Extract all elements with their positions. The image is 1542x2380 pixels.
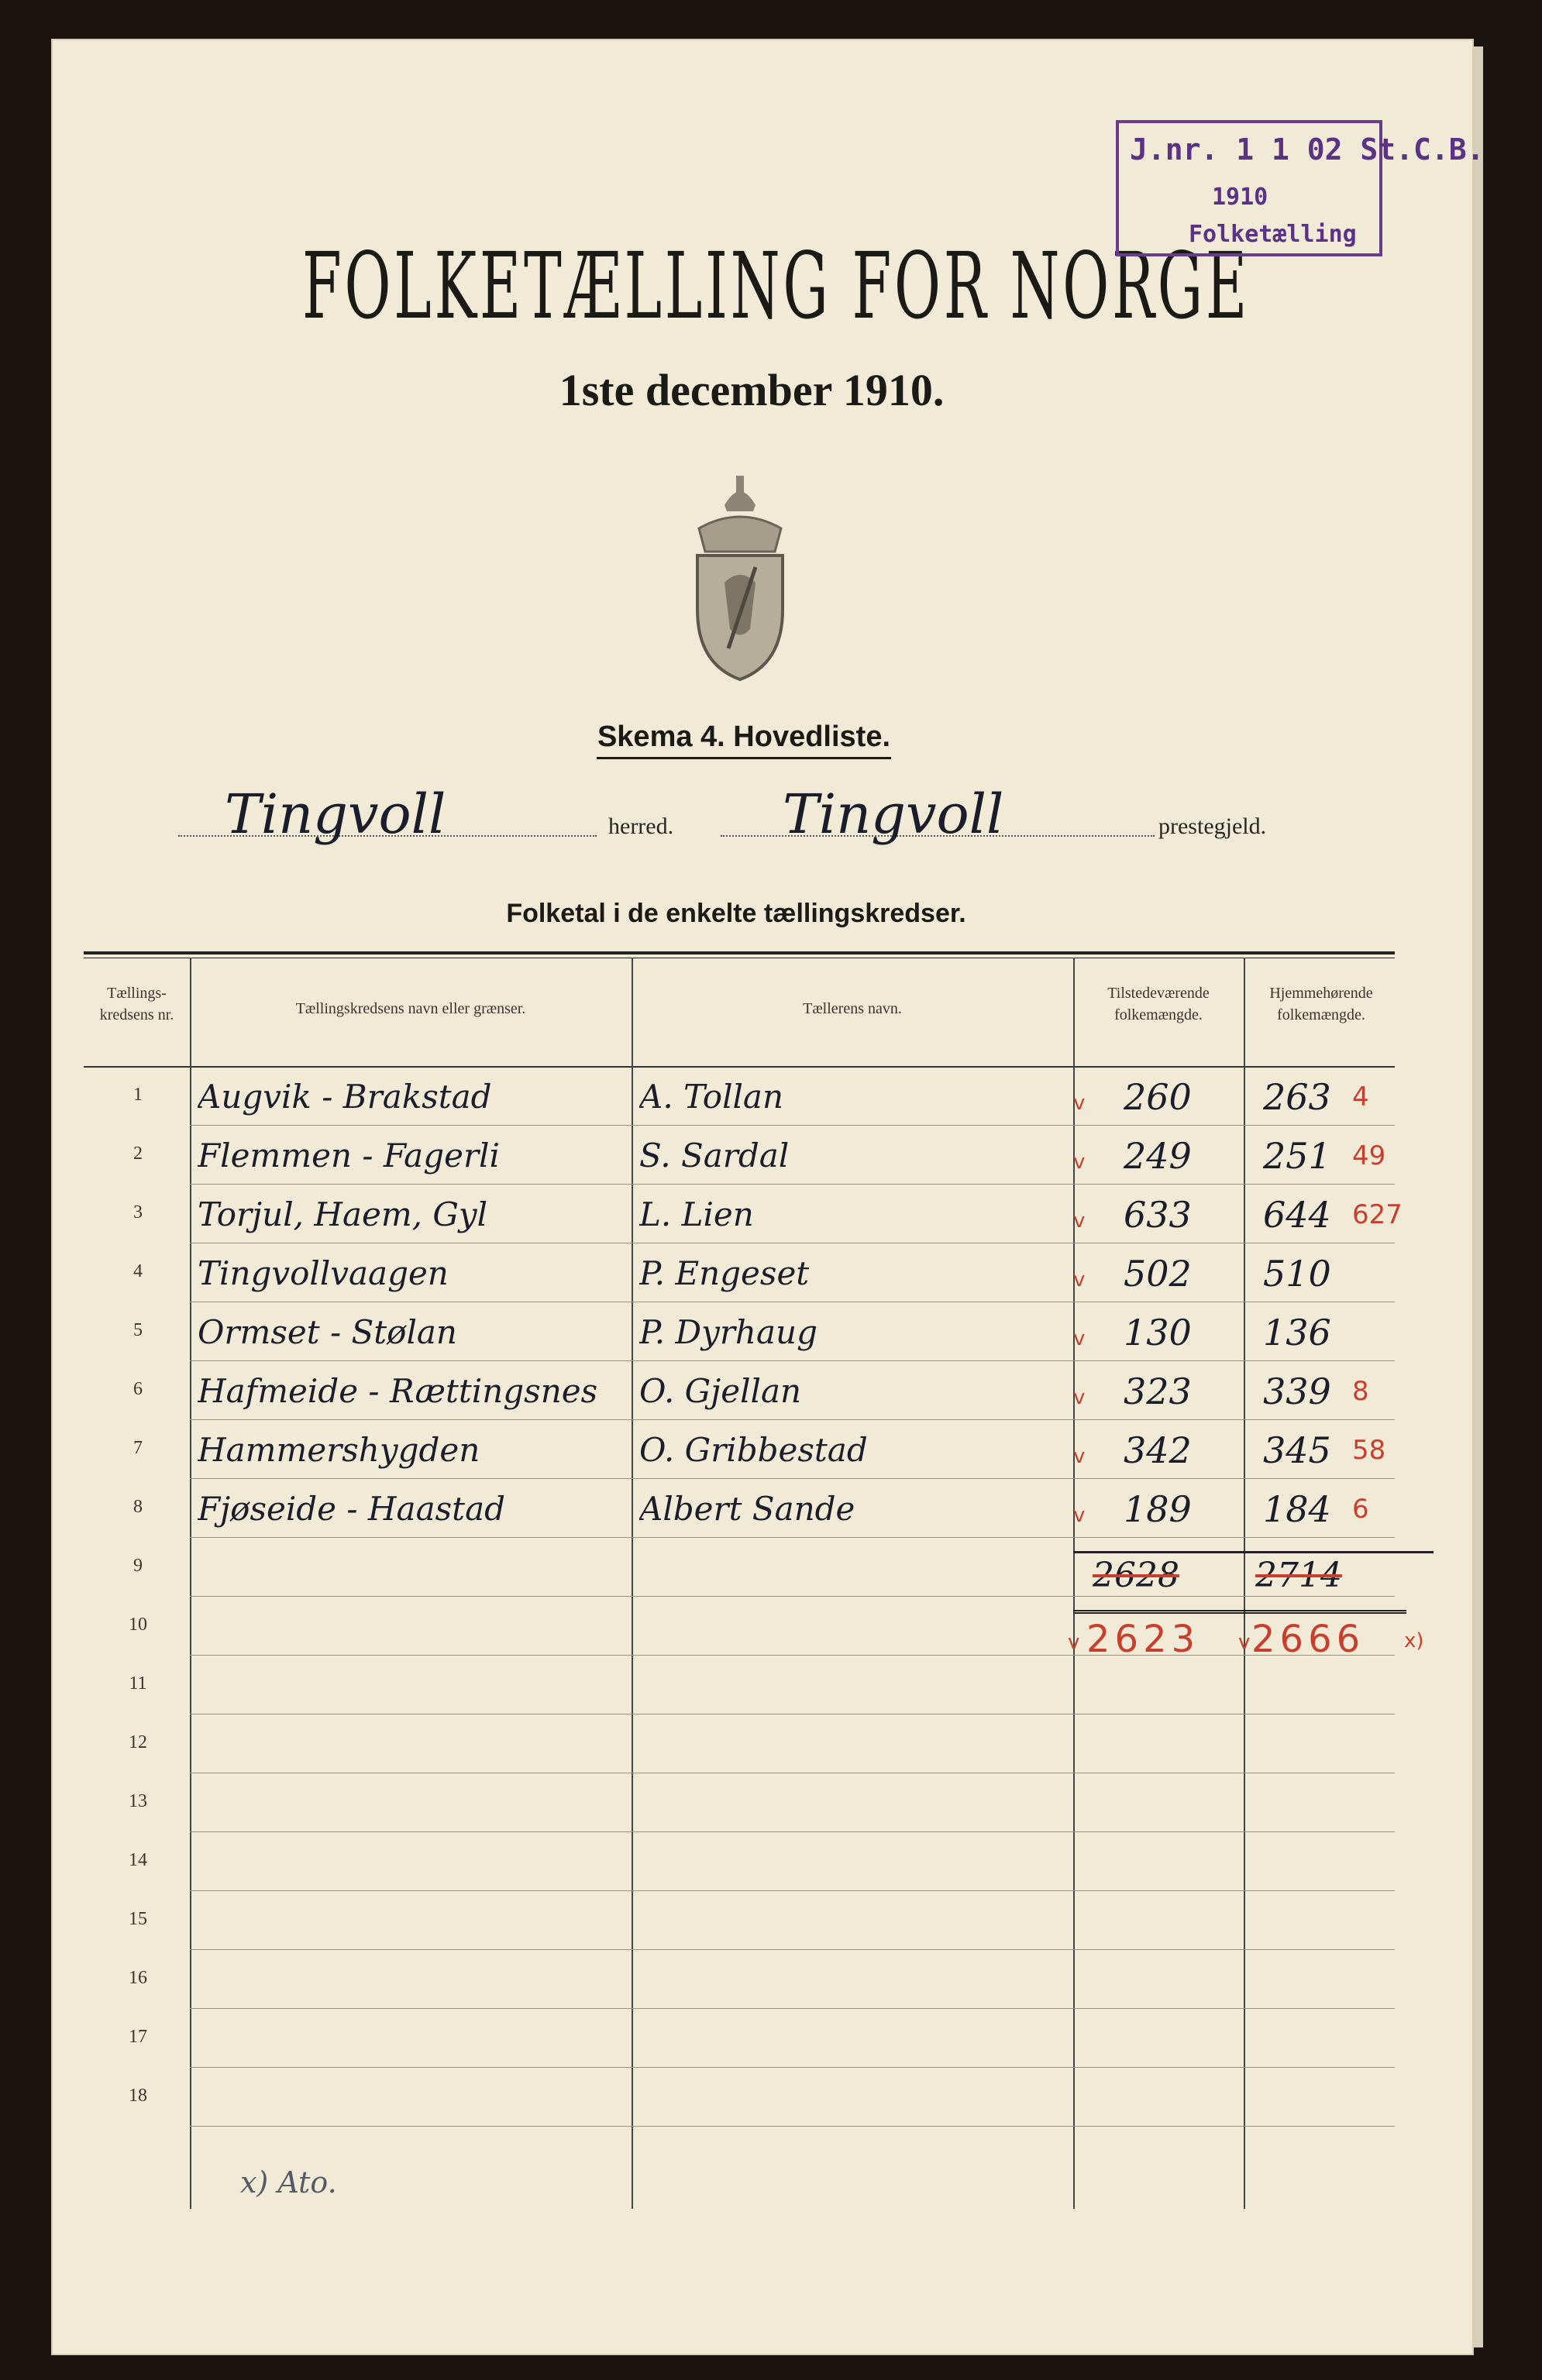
table-row-resident: 339 bbox=[1263, 1371, 1331, 1412]
prestegjeld-value: Tingvoll bbox=[783, 782, 1004, 846]
col-header-name: Tællingskredsens navn eller grænser. bbox=[295, 1000, 526, 1017]
archive-stamp bbox=[1116, 120, 1485, 256]
table-row-name: Flemmen - Fagerli bbox=[198, 1137, 500, 1175]
check-mark-icon: v bbox=[1073, 1092, 1086, 1115]
row-number: 2 bbox=[133, 1144, 143, 1164]
table-row-present: 323 bbox=[1124, 1371, 1192, 1412]
check-mark-icon: v bbox=[1073, 1504, 1086, 1527]
table-row-name: Hafmeide - Rættingsnes bbox=[198, 1372, 598, 1410]
row-line bbox=[190, 1184, 1395, 1185]
table-row-counter: S. Sardal bbox=[639, 1137, 790, 1175]
paper-edge bbox=[1474, 46, 1483, 2347]
table-row-present: 260 bbox=[1124, 1076, 1192, 1118]
table-row-counter: L. Lien bbox=[639, 1195, 754, 1233]
stamp-label: Folketælling bbox=[1189, 221, 1357, 248]
row-number: 15 bbox=[129, 1909, 147, 1929]
col-header-nr: Tællings- kredsens nr. bbox=[99, 985, 174, 1023]
prestegjeld-label: prestegjeld. bbox=[1158, 813, 1267, 839]
row-number: 13 bbox=[129, 1791, 147, 1811]
table-row-present: 130 bbox=[1124, 1312, 1192, 1353]
table-row-counter: O. Gribbestad bbox=[639, 1431, 868, 1469]
table-row-name: Fjøseide - Haastad bbox=[198, 1490, 505, 1528]
row-number: 11 bbox=[129, 1673, 147, 1694]
table-row-name: Hammershygden bbox=[198, 1431, 480, 1469]
table-row-correction: 6 bbox=[1352, 1494, 1369, 1525]
table-row-resident: 184 bbox=[1263, 1488, 1331, 1530]
check-mark-icon: v bbox=[1073, 1445, 1086, 1468]
check-mark-icon: v bbox=[1073, 1268, 1086, 1291]
row-line bbox=[190, 1360, 1395, 1361]
row-line bbox=[190, 2067, 1395, 2068]
table-row-resident: 136 bbox=[1263, 1312, 1331, 1353]
table-row-name: Augvik - Brakstad bbox=[198, 1078, 492, 1116]
row-number: 4 bbox=[133, 1261, 143, 1281]
row-number: 7 bbox=[133, 1438, 143, 1458]
table-row-correction: 627 bbox=[1352, 1199, 1403, 1230]
row-line bbox=[190, 2008, 1395, 2009]
row-number: 10 bbox=[129, 1615, 147, 1635]
row-line bbox=[190, 1949, 1395, 1950]
table-row-name: Torjul, Haem, Gyl bbox=[198, 1195, 488, 1233]
table-row-counter: P. Engeset bbox=[639, 1254, 810, 1292]
herred-value: Tingvoll bbox=[225, 782, 446, 846]
total-check-resident: v bbox=[1238, 1631, 1251, 1654]
schema-title: Skema 4. Hovedliste. bbox=[597, 721, 891, 759]
row-line bbox=[190, 2126, 1395, 2127]
total-resident: 2666 bbox=[1251, 1618, 1365, 1661]
table-row-present: 633 bbox=[1124, 1194, 1192, 1236]
check-mark-icon: v bbox=[1073, 1327, 1086, 1350]
struck-total-resident: 2714 bbox=[1255, 1556, 1342, 1595]
table-row-counter: Albert Sande bbox=[639, 1490, 855, 1528]
table-row-correction: 49 bbox=[1352, 1140, 1386, 1171]
col-header-present: Tilstedeværende folkemængde. bbox=[1107, 985, 1210, 1023]
table-row-counter: P. Dyrhaug bbox=[639, 1313, 817, 1351]
row-number: 1 bbox=[133, 1085, 143, 1105]
table-row-present: 189 bbox=[1124, 1488, 1192, 1530]
total-check-present: v bbox=[1068, 1631, 1080, 1654]
total-present: 2623 bbox=[1086, 1618, 1200, 1661]
table-row-correction: 4 bbox=[1352, 1082, 1369, 1113]
table-row-correction: 8 bbox=[1352, 1376, 1369, 1407]
stamp-year: 1910 bbox=[1212, 184, 1268, 211]
row-line bbox=[190, 1890, 1395, 1891]
table-row-resident: 510 bbox=[1263, 1253, 1331, 1295]
row-number: 3 bbox=[133, 1202, 143, 1223]
table-row-resident: 345 bbox=[1263, 1429, 1331, 1471]
row-number: 17 bbox=[129, 2027, 147, 2047]
table-row-resident: 251 bbox=[1263, 1135, 1331, 1177]
table-row-resident: 263 bbox=[1263, 1076, 1331, 1118]
struck-total-present: 2628 bbox=[1093, 1556, 1179, 1595]
section-title: Folketal i de enkelte tællingskredser. bbox=[506, 899, 966, 928]
row-number: 6 bbox=[133, 1379, 143, 1399]
row-line bbox=[190, 1655, 1395, 1656]
row-number: 18 bbox=[129, 2086, 147, 2106]
row-line bbox=[190, 1831, 1395, 1832]
table-row-present: 249 bbox=[1124, 1135, 1192, 1177]
table-row-name: Ormset - Stølan bbox=[198, 1313, 457, 1351]
row-number: 12 bbox=[129, 1732, 147, 1752]
row-number: 9 bbox=[133, 1556, 143, 1576]
page-title: FOLKETÆLLING FOR NORGE bbox=[302, 232, 1251, 339]
row-line bbox=[190, 1125, 1395, 1126]
check-mark-icon: v bbox=[1073, 1209, 1086, 1233]
row-line bbox=[190, 1478, 1395, 1479]
col-header-counter: Tællerens navn. bbox=[803, 1000, 902, 1017]
table-row-counter: O. Gjellan bbox=[639, 1372, 802, 1410]
row-number: 16 bbox=[129, 1968, 147, 1988]
check-mark-icon: v bbox=[1073, 1150, 1086, 1174]
row-number: 8 bbox=[133, 1497, 143, 1517]
stamp-journal-number: J.nr. 1 1 02 St.C.B. bbox=[1130, 132, 1485, 167]
table-row-resident: 644 bbox=[1263, 1194, 1331, 1236]
check-mark-icon: v bbox=[1073, 1386, 1086, 1409]
table-row-present: 502 bbox=[1124, 1253, 1192, 1295]
table-row-correction: 58 bbox=[1352, 1435, 1386, 1466]
coat-of-arms-icon bbox=[682, 474, 798, 683]
footnote: x) Ato. bbox=[240, 2165, 337, 2199]
total-note: x) bbox=[1404, 1629, 1424, 1653]
herred-label: herred. bbox=[608, 813, 674, 839]
row-number: 14 bbox=[129, 1850, 147, 1870]
table-row-present: 342 bbox=[1124, 1429, 1192, 1471]
col-header-resident: Hjemmehørende folkemængde. bbox=[1269, 985, 1373, 1023]
row-line bbox=[190, 1419, 1395, 1420]
table-row-name: Tingvollvaagen bbox=[198, 1254, 449, 1292]
census-date: 1ste december 1910. bbox=[559, 365, 945, 415]
table-row-counter: A. Tollan bbox=[639, 1078, 784, 1116]
row-number: 5 bbox=[133, 1320, 143, 1340]
row-line bbox=[190, 1596, 1395, 1597]
row-line bbox=[190, 1537, 1395, 1538]
